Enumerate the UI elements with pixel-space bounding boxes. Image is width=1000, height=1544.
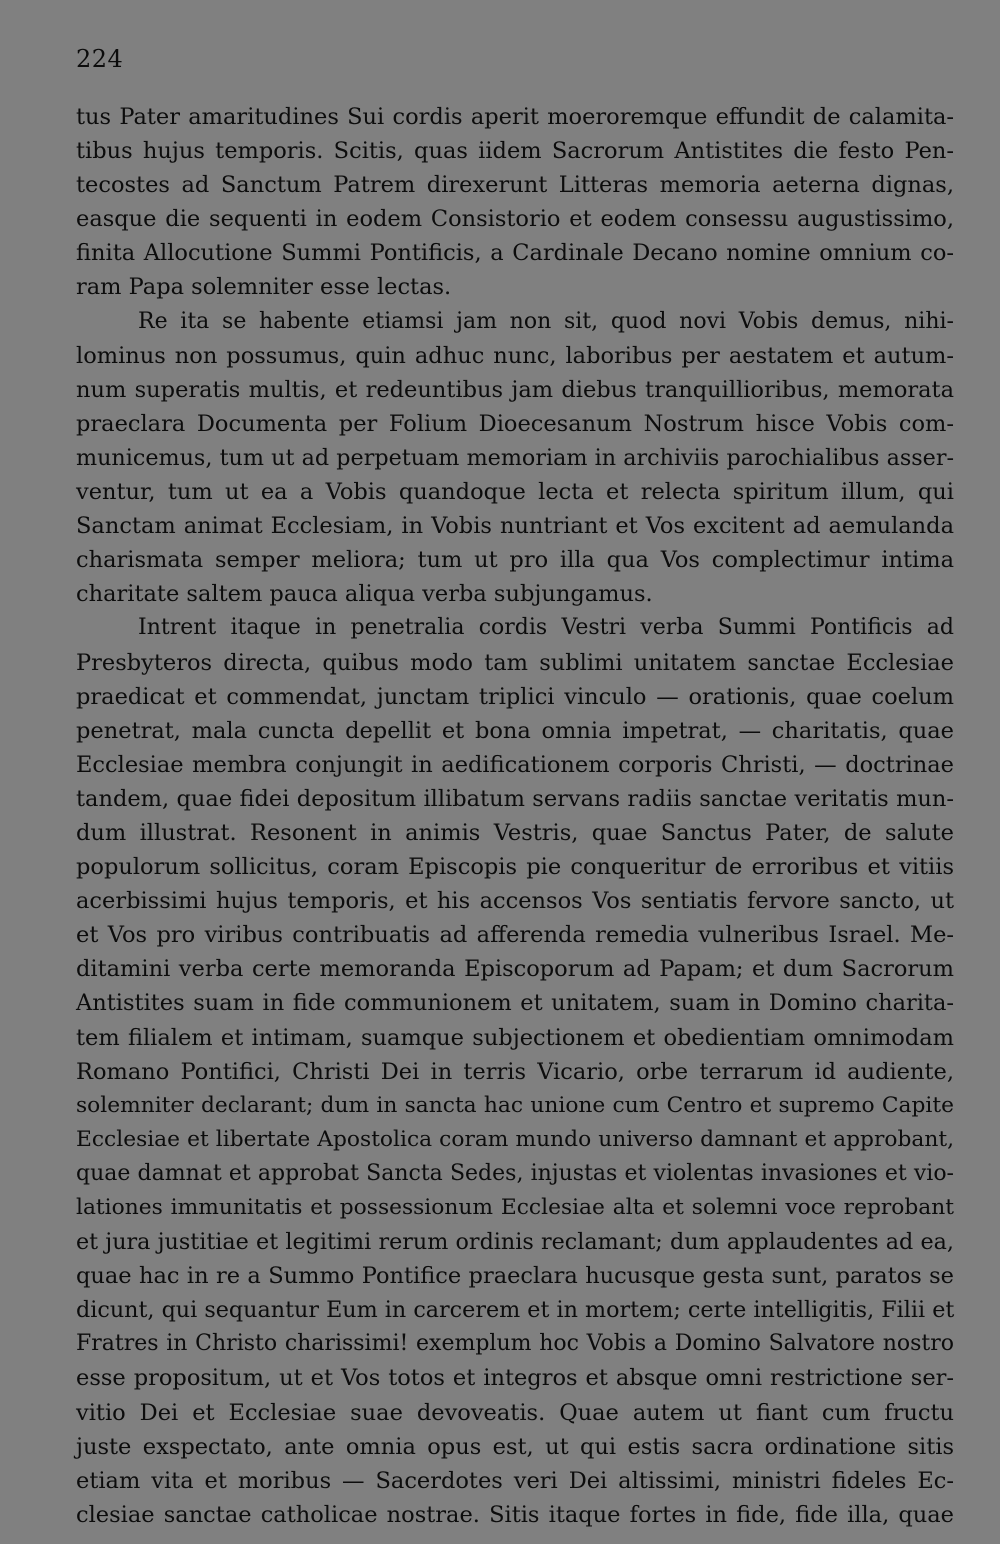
text-line: dum illustrat. Resonent in animis Vestris, quae Sanctus Pater, de salute (76, 819, 954, 846)
text-line: lationes immunitatis et possessionum Ecclesiae alta et solemni voce reprobant (76, 1195, 954, 1220)
text-line: quae damnat et approbat Sancta Sedes, injustas et violentas invasiones et vio- (76, 1160, 954, 1186)
text-line: tibus hujus temporis. Scitis, quas iidem Sacrorum Antistites die festo Pen- (76, 138, 954, 165)
text-line: vitio Dei et Ecclesiae suae devoveatis. Quae autem ut fiant cum fructu (76, 1399, 954, 1426)
text-line: charitate saltem pauca aliqua verba subjungamus. (76, 581, 653, 608)
text-line: ventur, tum ut ea a Vobis quandoque lecta et relecta spiritum illum, qui (76, 479, 954, 506)
text-line: acerbissimi hujus temporis, et his accensos Vos sentiatis fervore sancto, ut (76, 888, 954, 915)
text-line: Antistites suam in fide communionem et unitatem, suam in Domino charita- (76, 990, 954, 1017)
text-line: dicunt, qui sequantur Eum in carcerem et in mortem; certe intelligitis, Filii et (76, 1297, 955, 1324)
text-line: Presbyteros directa, quibus modo tam sublimi unitatem sanctae Ecclesiae (76, 649, 954, 676)
text-line: tandem, quae fidei depositum illibatum servans radiis sanctae veritatis mun- (76, 785, 954, 812)
text-line: tus Pater amaritudines Sui cordis aperit moeroremque effundit de calamita- (76, 104, 954, 130)
text-line: tem filialem et intimam, suamque subjectionem et obedientiam omnimodam (76, 1024, 954, 1051)
text-line: etiam vita et moribus — Sacerdotes veri Dei altissimi, ministri fideles Ec- (76, 1467, 954, 1494)
text-line: Fratres in Christo charissimi! exemplum hoc Vobis a Domino Salvatore nostro (76, 1331, 954, 1357)
text-line: charismata semper meliora; tum ut pro illa qua Vos complectimur intima (76, 547, 954, 574)
text-line: penetrat, mala cuncta depellit et bona omnia impetrat, — charitatis, quae (76, 717, 954, 744)
text-line: praedicat et commendat, junctam triplici vinculo — orationis, quae coelum (76, 683, 954, 710)
text-line: Ecclesiae membra conjungit in aedificationem corporis Christi, — doctrinae (76, 751, 954, 778)
text-line: Romano Pontifici, Christi Dei in terris Vicario, orbe terrarum id audiente, (76, 1058, 954, 1085)
text-line: et Vos pro viribus contribuatis ad afferenda remedia vulneribus Israel. Me- (76, 922, 954, 949)
text-line: lominus non possumus, quin adhuc nunc, laboribus per aestatem et autum- (76, 342, 954, 369)
text-line: finita Allocutione Summi Pontificis, a Cardinale Decano nomine omnium co- (76, 240, 954, 267)
text-line: populorum sollicitus, coram Episcopis pie conqueritur de erroribus et vitiis (76, 854, 954, 881)
text-line: municemus, tum ut ad perpetuam memoriam in archiviis parochialibus asser- (76, 444, 954, 471)
page-number: 224 (76, 45, 124, 73)
text-line: praeclara Documenta per Folium Dioecesanum Nostrum hisce Vobis com- (76, 410, 954, 437)
text-line: num superatis multis, et redeuntibus jam diebus tranquillioribus, memorata (76, 376, 954, 403)
text-line: esse propositum, ut et Vos totos et integros et absque omni restrictione ser- (76, 1365, 954, 1392)
text-line: clesiae sanctae catholicae nostrae. Sitis itaque fortes in fide, fide illa, quae (76, 1501, 954, 1528)
text-line: quae hac in re a Summo Pontifice praeclara hucusque gesta sunt, paratos se (76, 1263, 954, 1290)
text-line: Sanctam animat Ecclesiam, in Vobis nuntriant et Vos excitent ad aemulanda (76, 513, 954, 540)
body-text (76, 100, 954, 1532)
text-line: Intrent itaque in penetralia cordis Vestri verba Summi Pontificis ad (138, 615, 954, 641)
text-line: juste exspectato, ante omnia opus est, ut qui estis sacra ordinatione sitis (76, 1433, 954, 1460)
text-line: solemniter declarant; dum in sancta hac unione cum Centro et supremo Capite (76, 1092, 954, 1118)
text-line: easque die sequenti in eodem Consistorio et eodem consessu augustissimo, (76, 206, 954, 233)
text-line: ditamini verba certe memoranda Episcoporum ad Papam; et dum Sacrorum (76, 956, 954, 983)
text-line: tecostes ad Sanctum Patrem direxerunt Litteras memoria aeterna dignas, (76, 172, 954, 199)
text-line: Ecclesiae et libertate Apostolica coram mundo universo damnant et approbant, (76, 1126, 954, 1152)
text-line: ram Papa solemniter esse lectas. (76, 274, 452, 301)
text-line: et jura justitiae et legitimi rerum ordinis reclamant; dum applaudentes ad ea, (76, 1229, 954, 1256)
text-line: Re ita se habente etiamsi jam non sit, quod novi Vobis demus, nihi- (138, 308, 954, 334)
